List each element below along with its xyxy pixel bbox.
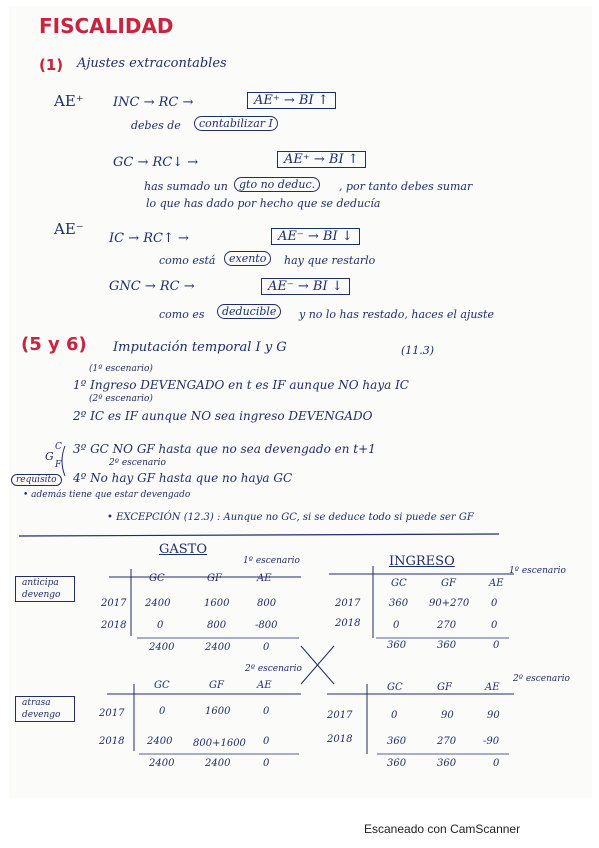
t3-r1-c1: 0 (159, 706, 166, 717)
ingreso2-esc-label: 2º escenario (513, 674, 570, 684)
t4-r2-year: 2018 (327, 734, 353, 745)
t3-r2-c3: 0 (263, 736, 270, 747)
t1-tot2: 2400 (205, 642, 231, 653)
t2-r1-c2: 90+270 (429, 598, 470, 609)
t4-tot3: 0 (493, 758, 500, 769)
section56-heading: Imputación temporal I y G (113, 340, 287, 355)
section56-ref: (11.3) (401, 344, 435, 357)
t3-tot3: 0 (263, 758, 270, 769)
t1-r1-c3: 800 (257, 598, 277, 609)
row1-box: AE⁺ → BI ↑ (247, 92, 336, 109)
t1-r2-c1: 0 (157, 620, 164, 631)
t3-r1-c2: 1600 (205, 706, 231, 717)
gasto-esc-label: 1º escenario (243, 556, 300, 566)
t1-r1-year: 2017 (101, 598, 127, 609)
rule2: 2º IC es IF aunque NO sea ingreso DEVENGADO (73, 409, 373, 423)
t2-r2-year: 2018 (335, 618, 361, 629)
row4-note: como es (159, 308, 205, 321)
t1-h3: AE (257, 573, 272, 584)
camscanner-footer: Escaneado con CamScanner (364, 822, 521, 836)
t4-r1-c3: 90 (487, 710, 500, 721)
t3-r1-year: 2017 (99, 708, 125, 719)
t1-h1: GC (149, 573, 165, 584)
t2-r1-year: 2017 (335, 598, 361, 609)
row3-note-cont: hay que restarlo (284, 254, 376, 267)
row2-note-cont: , por tanto debes sumar (339, 180, 473, 193)
row1-note-circled: contabilizar I (194, 116, 278, 131)
row4-box: AE⁻ → BI ↓ (261, 278, 350, 295)
t4-r2-c2: 270 (437, 736, 457, 747)
ingreso-title: INGRESO (389, 554, 455, 569)
row4-left: GNC → RC → (109, 279, 195, 294)
row2-note-circled: gto no deduc. (234, 177, 320, 192)
row3-left: IC → RC↑ → (109, 231, 189, 246)
t3-r2-year: 2018 (99, 736, 125, 747)
t1-r1-c1: 2400 (145, 598, 171, 609)
row2-box: AE⁺ → BI ↑ (277, 151, 366, 168)
scenario-note-2: 2º escenario (109, 458, 166, 468)
t4-h1: GC (387, 682, 403, 693)
section56-number: (5 y 6) (21, 334, 87, 355)
t4-r1-c1: 0 (391, 710, 398, 721)
t3-h2: GF (209, 680, 224, 691)
row2-note-line2: lo que has dado por hecho que se deducía (146, 197, 381, 210)
row1-left: INC → RC → (113, 95, 194, 110)
t1-tot1: 2400 (149, 642, 175, 653)
row3-note-circled: exento (224, 251, 271, 266)
t2-tot3: 0 (493, 640, 500, 651)
t1-r2-c3: -800 (255, 620, 278, 631)
page-title: FISCALIDAD (39, 14, 174, 38)
gasto-title: GASTO (159, 542, 208, 557)
scenario1-note: (1º escenario) (89, 364, 153, 374)
side-atrasa: atrasa devengo (15, 696, 75, 722)
row4-note-cont: y no lo has restado, haces el ajuste (299, 308, 494, 321)
ae-minus-label: AE⁻ (54, 220, 84, 238)
t3-h1: GC (154, 680, 170, 691)
row2-note: has sumado un (144, 180, 228, 193)
t4-h3: AE (485, 682, 500, 693)
row2-left: GC → RC↓ → (113, 155, 199, 170)
row3-box: AE⁻ → BI ↓ (271, 228, 360, 245)
side-c: C (55, 442, 62, 452)
t3-r2-c2: 800+1600 (193, 738, 246, 749)
t2-h2: GF (441, 578, 456, 589)
row1-note: debes de (131, 119, 181, 132)
row4-note-circled: deducible (217, 304, 281, 319)
mid-esc-label: 2º escenario (245, 664, 302, 674)
side-g: G (45, 450, 54, 463)
t4-r2-c1: 360 (387, 736, 407, 747)
t2-r1-c3: 0 (491, 598, 498, 609)
scanned-page (9, 6, 592, 798)
t2-tot2: 360 (437, 640, 457, 651)
t2-r2-c2: 270 (437, 620, 457, 631)
ingreso-esc-label: 1º escenario (509, 566, 566, 576)
t1-tot3: 0 (263, 642, 270, 653)
side-requisito: requisito (11, 474, 62, 486)
exception-note: • EXCEPCIÓN (12.3) : Aunque no GC, si se deduce todo si puede ser GF (107, 512, 474, 523)
t2-h1: GC (391, 578, 407, 589)
t4-r2-c3: -90 (483, 736, 500, 747)
section1-heading: Ajustes extracontables (77, 56, 227, 71)
t2-r1-c1: 360 (389, 598, 409, 609)
t2-h3: AE (489, 578, 504, 589)
t4-r1-c2: 90 (441, 710, 454, 721)
t2-r2-c1: 0 (393, 620, 400, 631)
side-anticipa: anticipa devengo (15, 576, 75, 602)
devengo-note: • además tiene que estar devengado (23, 490, 191, 500)
rule1: 1º Ingreso DEVENGADO en t es IF aunque NO haya IC (73, 378, 409, 392)
t1-r1-c2: 1600 (204, 598, 230, 609)
t4-tot2: 360 (437, 758, 457, 769)
t3-r1-c3: 0 (263, 706, 270, 717)
rule4: 4º No hay GF hasta que no haya GC (73, 471, 293, 485)
ae-plus-label: AE⁺ (54, 92, 84, 110)
t4-tot1: 360 (387, 758, 407, 769)
t1-r2-c2: 800 (207, 620, 227, 631)
section1-number: (1) (39, 56, 64, 74)
t2-r2-c3: 0 (491, 620, 498, 631)
rule3: 3º GC NO GF hasta que no sea devengado en t+1 (73, 442, 376, 456)
t3-tot1: 2400 (149, 758, 175, 769)
side-f: F (55, 460, 62, 470)
t3-r2-c1: 2400 (147, 736, 173, 747)
t4-h2: GF (437, 682, 452, 693)
t1-h2: GF (207, 573, 222, 584)
t3-tot2: 2400 (205, 758, 231, 769)
t2-tot1: 360 (387, 640, 407, 651)
t3-h3: AE (257, 680, 272, 691)
scenario2-note: (2º escenario) (89, 394, 153, 404)
t4-r1-year: 2017 (327, 710, 353, 721)
t1-r2-year: 2018 (101, 620, 127, 631)
row3-note: como está (159, 254, 216, 267)
